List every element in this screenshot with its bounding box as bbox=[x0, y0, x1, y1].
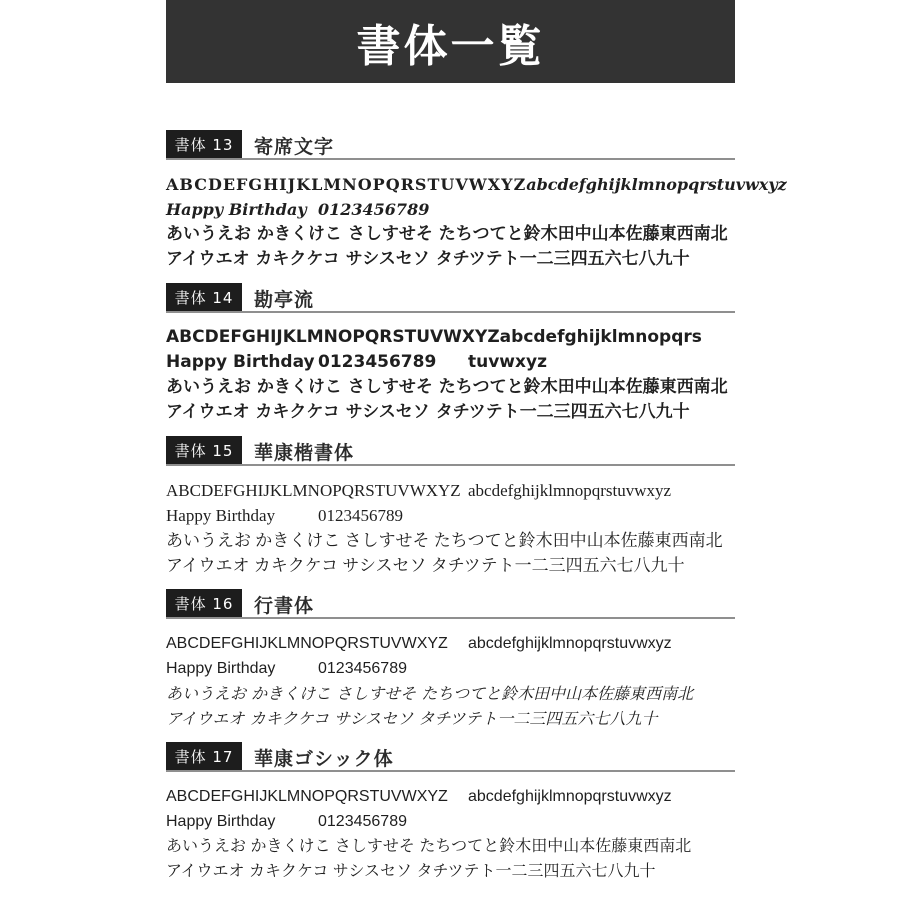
specimen-uppercase: ABCDEFGHIJKLMNOPQRSTUVWXYZ bbox=[166, 788, 448, 805]
section-label-badge: 書体 17 bbox=[166, 742, 242, 770]
specimen-numerals-kanji: 一二三四五六七八九十 bbox=[519, 249, 690, 269]
specimen-row bbox=[166, 784, 735, 809]
specimen-digits: 0123456789 bbox=[318, 813, 407, 830]
specimen-hiragana: あいうえお かきくけこ さしすせそ たちつてと bbox=[166, 224, 524, 244]
specimen-numerals-kanji: 一二三四五六七八九十 bbox=[497, 709, 658, 728]
specimen-row bbox=[166, 631, 735, 656]
specimen-lowercase-wrap: tuvwxyz bbox=[468, 352, 547, 372]
section-title: 寄席文字 bbox=[254, 136, 335, 158]
specimen-row bbox=[166, 859, 735, 884]
font-section-13 bbox=[166, 130, 787, 283]
section-header bbox=[166, 436, 735, 466]
specimen-rows bbox=[166, 160, 787, 283]
font-section-14 bbox=[166, 283, 735, 436]
specimen-row bbox=[166, 222, 735, 247]
section-title: 行書体 bbox=[254, 595, 315, 617]
page-title: 書体一覧 bbox=[356, 20, 545, 72]
specimen-row bbox=[166, 247, 735, 272]
font-section-17 bbox=[166, 742, 735, 895]
specimen-row bbox=[166, 528, 735, 553]
specimen-phrase: Happy Birthday bbox=[166, 352, 315, 372]
specimen-uppercase: ABCDEFGHIJKLMNOPQRSTUVWXYZ bbox=[166, 635, 448, 652]
specimen-kanji: 鈴木田中山本佐藤東西南北 bbox=[499, 838, 692, 855]
specimen-digits: 0123456789 bbox=[318, 660, 407, 677]
specimen-lowercase: abcdefghijklmnopqrstuvwxyz bbox=[526, 175, 787, 194]
specimen-digits: 0123456789 bbox=[318, 352, 437, 372]
font-section-16 bbox=[166, 589, 735, 742]
specimen-row bbox=[166, 834, 735, 859]
specimen-row bbox=[166, 503, 735, 528]
specimen-hiragana: あいうえお かきくけこ さしすせそ たちつてと bbox=[166, 684, 502, 703]
specimen-katakana: アイウエオ カキクケコ サシスセソ タチツテト bbox=[166, 863, 496, 880]
specimen-phrase: Happy Birthday bbox=[166, 660, 276, 677]
specimen-lowercase: abcdefghijklmnopqrs bbox=[499, 327, 702, 347]
specimen-katakana: アイウエオ カキクケコ サシスセソ タチツテト bbox=[166, 556, 515, 575]
specimen-katakana: アイウエオ カキクケコ サシスセソ タチツテト bbox=[166, 709, 498, 728]
specimen-lowercase: abcdefghijklmnopqrstuvwxyz bbox=[468, 481, 672, 500]
specimen-rows bbox=[166, 466, 735, 589]
specimen-uppercase: ABCDEFGHIJKLMNOPQRSTUVWXYZ bbox=[166, 175, 527, 194]
specimen-row bbox=[166, 553, 735, 578]
specimen-phrase: Happy Birthday bbox=[166, 506, 276, 525]
specimen-rows bbox=[166, 772, 735, 895]
section-header bbox=[166, 130, 735, 160]
specimen-uppercase: ABCDEFGHIJKLMNOPQRSTUVWXYZ bbox=[166, 481, 461, 500]
section-header bbox=[166, 742, 735, 772]
specimen-row bbox=[166, 706, 735, 731]
specimen-row bbox=[166, 681, 735, 706]
specimen-numerals-kanji: 一二三四五六七八九十 bbox=[514, 556, 685, 575]
specimen-row bbox=[166, 656, 735, 681]
specimen-row bbox=[166, 375, 735, 400]
specimen-row bbox=[166, 325, 735, 350]
specimen-row bbox=[166, 809, 735, 834]
page-banner bbox=[166, 0, 735, 83]
specimen-numerals-kanji: 一二三四五六七八九十 bbox=[519, 402, 690, 422]
specimen-lowercase: abcdefghijklmnopqrstuvwxyz bbox=[468, 788, 672, 805]
specimen-hiragana: あいうえお かきくけこ さしすせそ たちつてと bbox=[166, 377, 524, 397]
specimen-kanji: 鈴木田中山本佐藤東西南北 bbox=[523, 224, 728, 244]
section-label-badge: 書体 15 bbox=[166, 436, 242, 464]
specimen-phrase: Happy Birthday bbox=[166, 813, 276, 830]
specimen-row bbox=[166, 350, 735, 375]
section-label-badge: 書体 13 bbox=[166, 130, 242, 158]
specimen-row bbox=[166, 400, 735, 425]
section-label-badge: 書体 16 bbox=[166, 589, 242, 617]
specimen-uppercase: ABCDEFGHIJKLMNOPQRSTUVWXYZ bbox=[166, 327, 500, 347]
section-header bbox=[166, 589, 735, 619]
specimen-digits: 0123456789 bbox=[318, 200, 430, 219]
specimen-digits: 0123456789 bbox=[318, 506, 403, 525]
specimen-rows bbox=[166, 619, 735, 742]
specimen-hiragana: あいうえお かきくけこ さしすせそ たちつてと bbox=[166, 838, 500, 855]
section-header bbox=[166, 283, 735, 313]
specimen-row bbox=[166, 197, 735, 222]
specimen-kanji: 鈴木田中山本佐藤東西南北 bbox=[523, 377, 728, 397]
font-section-15 bbox=[166, 436, 735, 589]
specimen-row bbox=[166, 172, 787, 197]
sections-column bbox=[166, 130, 787, 895]
specimen-phrase: Happy Birthday bbox=[166, 200, 307, 219]
specimen-rows bbox=[166, 313, 735, 436]
section-label-badge: 書体 14 bbox=[166, 283, 242, 311]
specimen-kanji: 鈴木田中山本佐藤東西南北 bbox=[518, 531, 723, 550]
section-title: 華康ゴシック体 bbox=[254, 748, 394, 770]
specimen-katakana: アイウエオ カキクケコ サシスセソ タチツテト bbox=[166, 402, 520, 422]
specimen-numerals-kanji: 一二三四五六七八九十 bbox=[495, 863, 656, 880]
specimen-lowercase: abcdefghijklmnopqrstuvwxyz bbox=[468, 635, 672, 652]
section-title: 勘亭流 bbox=[254, 289, 315, 311]
section-title: 華康楷書体 bbox=[254, 442, 355, 464]
specimen-kanji: 鈴木田中山本佐藤東西南北 bbox=[501, 684, 694, 703]
specimen-katakana: アイウエオ カキクケコ サシスセソ タチツテト bbox=[166, 249, 520, 269]
specimen-row bbox=[166, 478, 735, 503]
specimen-hiragana: あいうえお かきくけこ さしすせそ たちつてと bbox=[166, 531, 519, 550]
